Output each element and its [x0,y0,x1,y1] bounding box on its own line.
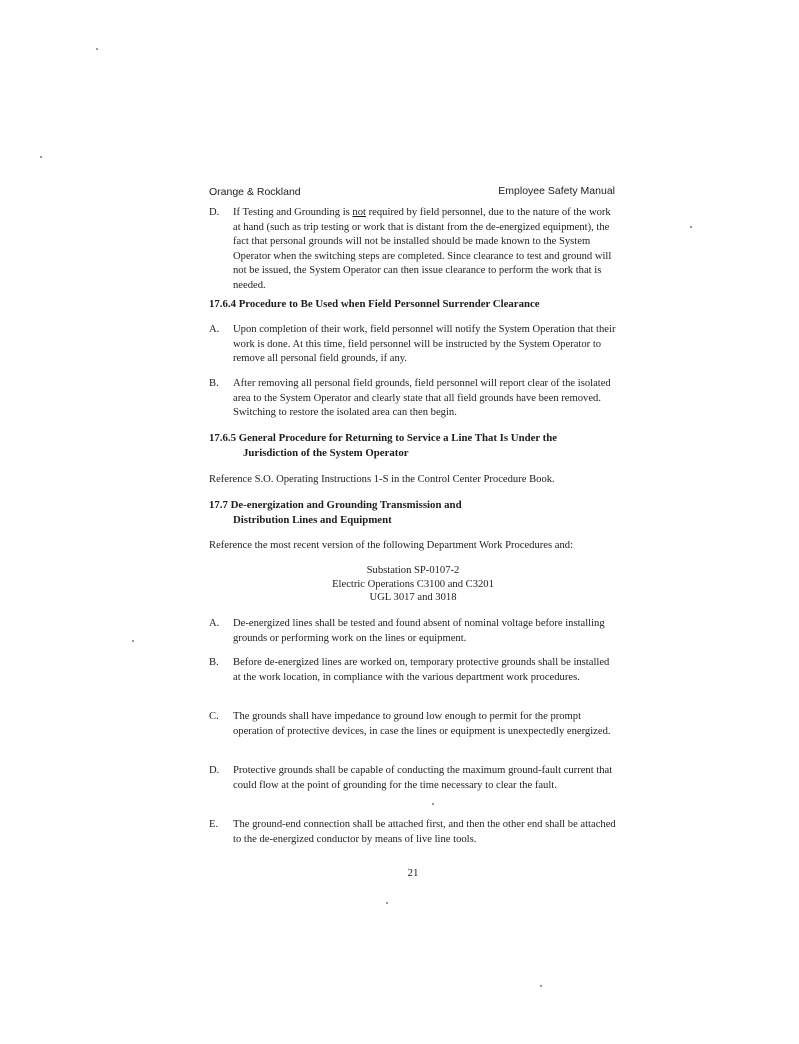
list-item-d-testing [209,206,617,294]
list-item: B. Before de-energized lines are worked on, temporary protective grounds shall be installed at the work location, in compliance with the various department work procedures. [209,657,610,683]
scan-speck [132,640,134,642]
scan-speck [540,985,542,987]
section-heading-1765: 17.6.5 General Procedure for Returning to Service a Line That Is Under the Jurisdiction of the System Operator [209,432,558,459]
list-item: A. Upon completion of their work, field personnel will notify the System Operation that their work is done. At this time, field personnel will be instructed by the System Operator to remove all personal field grounds, if any. [209,324,616,365]
reference-text: Reference S.O. Operating Instructions 1-S in the Control Center Procedure Book. [209,474,555,485]
header-company: Orange & Rockland [209,186,301,198]
scan-speck [386,902,388,904]
scan-speck [690,226,692,228]
item-text: If Testing and Grounding is not required by field personnel, due to the nature of the work at hand (such as trip testing or work that is distant from the de-energized equipment), the fact that personal grounds will not be installed should be made known to the System Operator when the switching steps are completed. Since clearance to test and ground will not be issued, the System Operator can then issue clearance to perform the work that is needed. [233,207,612,291]
item-letter: D. [209,207,220,218]
page-number: 21 [407,867,419,879]
procedure-item: Electric Operations C3100 and C3201 [332,578,494,590]
list-item: A. De-energized lines shall be tested and found absent of nominal voltage before installing grounds or performing work on the lines or equipment. [209,618,605,644]
scan-speck [432,803,434,805]
procedure-item: Substation SP-0107-2 [366,565,460,576]
reference-text: Reference the most recent version of the following Department Work Procedures and: [209,540,574,551]
underlined-word: not [352,207,366,218]
section-heading-177: 17.7 De-energization and Grounding Transmission and Distribution Lines and Equipment [209,499,462,526]
procedure-list [209,564,617,605]
list-item: D. Protective grounds shall be capable of conducting the maximum ground-fault current that could flow at the point of grounding for the time necessary to clear the fault. [209,765,613,791]
section-heading-1764: 17.6.4 Procedure to Be Used when Field Personnel Surrender Clearance [209,298,540,310]
procedure-item: UGL 3017 and 3018 [369,592,457,603]
list-item: C. The grounds shall have impedance to ground low enough to permit for the prompt operation of protective devices, in case the lines or equipment is unexpectedly energized. [209,711,611,737]
header-manual-title: Employee Safety Manual [498,185,615,197]
list-item: E. The ground-end connection shall be attached first, and then the other end shall be attached to the de-energized conductor by means of live line tools. [209,819,616,845]
scan-speck [40,156,42,158]
list-item: B. After removing all personal field grounds, field personnel will report clear of the isolated area to the System Operator and clearly state that all field grounds have been removed. Switching to restore the isolated area can then begin. [209,378,611,419]
scan-speck [96,48,98,50]
